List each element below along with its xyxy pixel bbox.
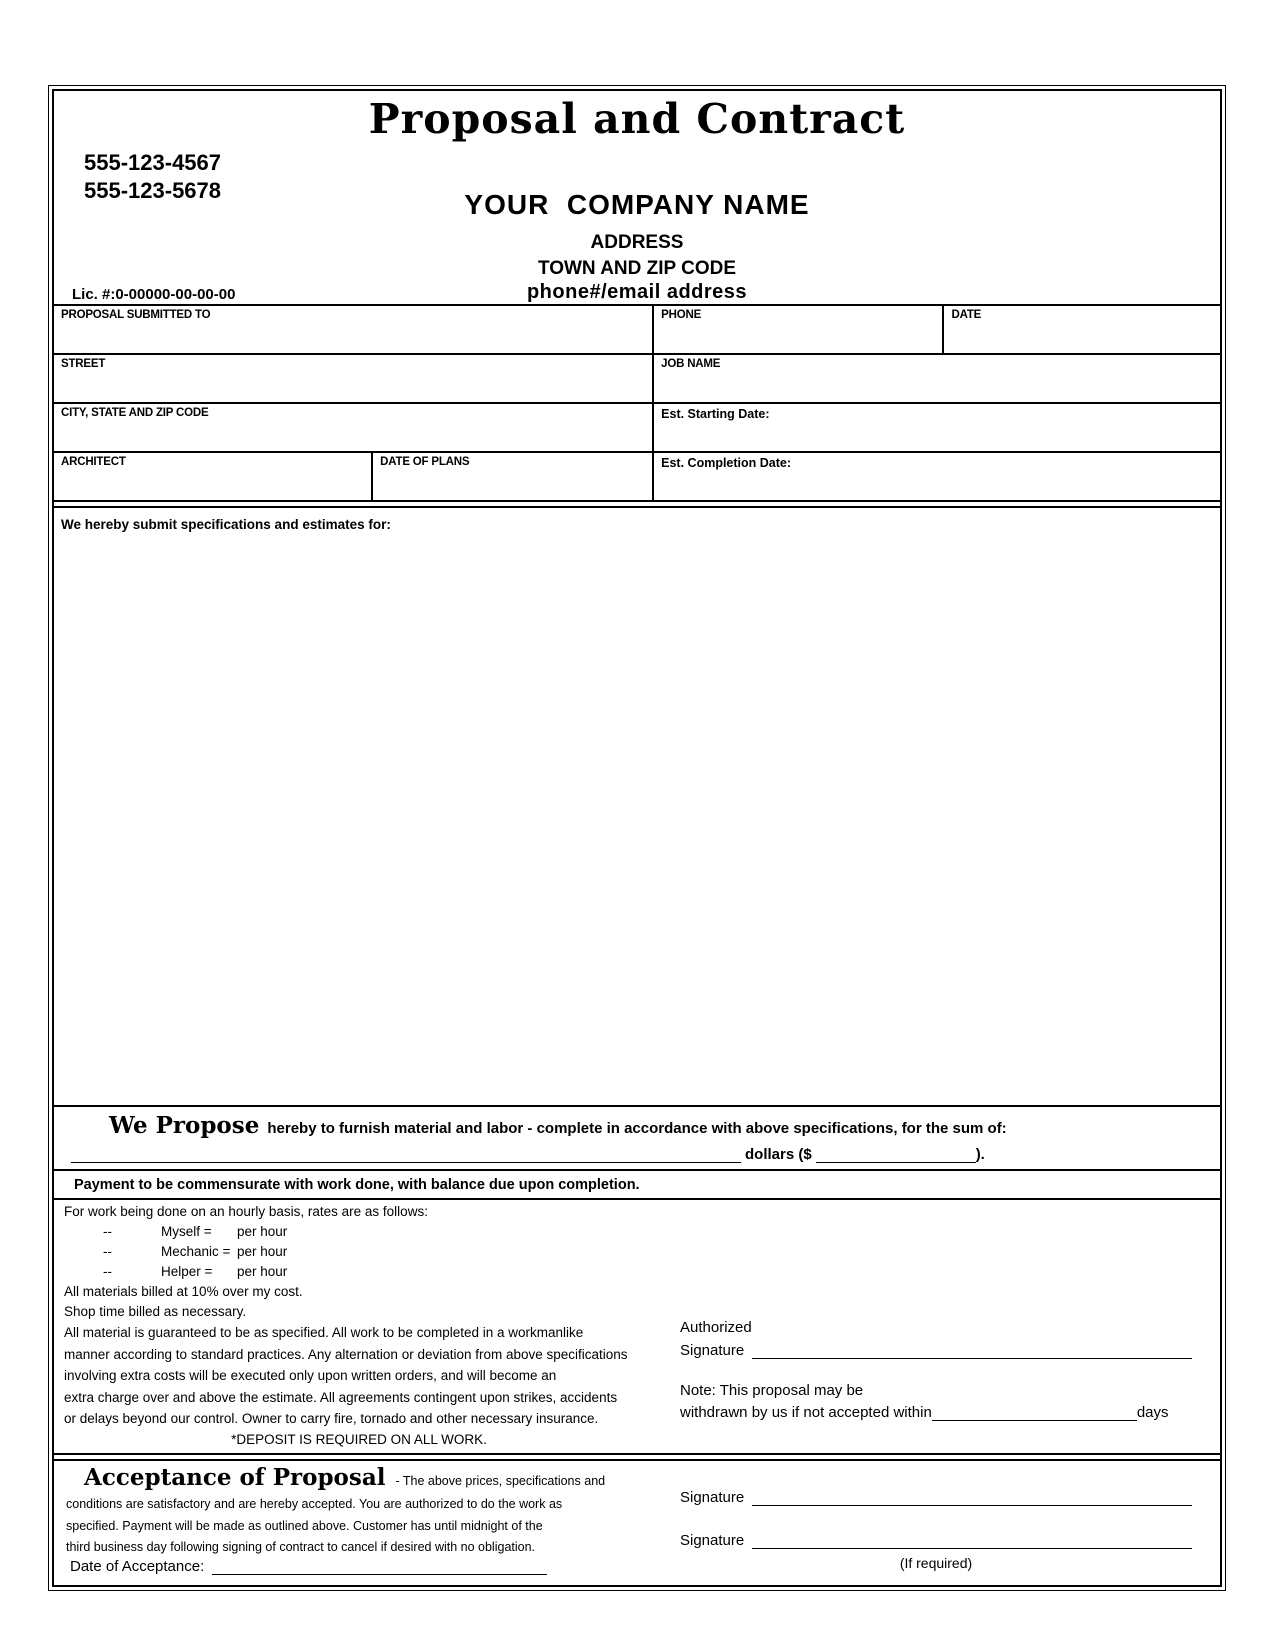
document-header [54, 91, 1220, 304]
acceptance-signature-row-1 [680, 1489, 1192, 1506]
withdrawal-note-text: withdrawn by us if not accepted within [680, 1404, 932, 1421]
rate-label: Helper = [161, 1264, 213, 1279]
table-row [54, 306, 1220, 355]
guarantee-line: extra charge over and above the estimate. All agreements contingent upon strikes, accidents [64, 1389, 618, 1405]
guarantee-line: involving extra costs will be executed only upon written orders, and will become an [64, 1368, 557, 1383]
rate-dash: -- [103, 1224, 112, 1239]
acceptance-body-line: conditions are satisfactory and are hereby accepted. You are authorized to do the work as [66, 1497, 563, 1511]
date-field[interactable]: DATE [942, 306, 1220, 353]
company-name: YOUR COMPANY NAME [464, 189, 810, 220]
city-state-zip-field[interactable]: CITY, STATE AND ZIP CODE [61, 407, 209, 419]
acceptance-body-line: specified. Payment will be made as outlined above. Customer has until midnight of the [66, 1518, 543, 1533]
acceptance-section [54, 1459, 1220, 1585]
we-propose-section [54, 1107, 1220, 1171]
acceptance-heading-rest: - The above prices, specifications and [395, 1474, 606, 1488]
rate-dash: -- [103, 1264, 112, 1279]
we-propose-heading: We Propose [109, 1112, 260, 1139]
if-required-note: (If required) [899, 1555, 973, 1571]
materials-note: All materials billed at 10% over my cost. [64, 1284, 303, 1299]
rate-unit: per hour [237, 1224, 288, 1239]
deposit-required-note: *DEPOSIT IS REQUIRED ON ALL WORK. [231, 1431, 487, 1447]
acceptance-body-line: third business day following signing of contract to cancel if desired with no obligation. [66, 1540, 536, 1554]
we-propose-text: hereby to furnish material and labor - complete in accordance with above specifications, for the sum of: [267, 1120, 1007, 1137]
architect-field[interactable]: ARCHITECT [61, 456, 126, 468]
acceptance-heading-line [84, 1464, 605, 1491]
rate-dash: -- [103, 1244, 112, 1259]
job-info-table [54, 304, 1220, 502]
sum-amount-blank[interactable] [816, 1145, 976, 1163]
withdrawal-days-blank[interactable] [932, 1404, 1137, 1421]
est-starting-date-field[interactable]: Est. Starting Date: [652, 404, 1220, 451]
street-field[interactable]: STREET [61, 358, 106, 370]
dollars-close-paren: ). [975, 1146, 985, 1163]
date-of-plans-field[interactable]: DATE OF PLANS [371, 453, 652, 500]
table-row [54, 355, 1220, 404]
rate-label: Mechanic = [161, 1244, 231, 1259]
rate-unit: per hour [237, 1264, 288, 1279]
company-address: ADDRESS [590, 232, 684, 253]
phone-field[interactable]: PHONE [652, 306, 942, 353]
guarantee-line: manner according to standard practices. Any alternation or deviation from above specifications [64, 1346, 628, 1362]
guarantee-line: or delays beyond our control. Owner to carry fire, tornado and other necessary insurance. [64, 1411, 599, 1426]
withdrawal-note-line2 [680, 1404, 1208, 1421]
proposal-contract-document [48, 85, 1226, 1591]
signature-label: Signature [680, 1489, 745, 1506]
acceptance-signature-row-2 [680, 1532, 1192, 1549]
acceptance-body [66, 1494, 641, 1559]
signature-label: Signature [680, 1532, 745, 1549]
acceptance-heading: Acceptance of Proposal [84, 1464, 386, 1491]
authorized-label: Authorized [680, 1319, 752, 1336]
job-name-field[interactable]: JOB NAME [652, 355, 1220, 402]
withdrawal-note-line1: Note: This proposal may be [680, 1382, 864, 1399]
rate-unit: per hour [237, 1244, 288, 1259]
terms-left-column [54, 1200, 646, 1449]
terms-section [54, 1200, 1220, 1455]
payment-terms-line: Payment to be commensurate with work done, with balance due upon completion. [54, 1171, 1220, 1200]
date-of-acceptance-row [70, 1558, 570, 1575]
est-completion-date-field[interactable]: Est. Completion Date: [652, 453, 1220, 500]
sum-line [71, 1141, 1220, 1163]
table-row [54, 453, 1220, 502]
authorized-signature-row [680, 1342, 1192, 1359]
date-of-acceptance-label: Date of Acceptance: [70, 1558, 205, 1575]
table-row [54, 404, 1220, 453]
specifications-box[interactable] [54, 506, 1220, 1107]
guarantee-line: All material is guaranteed to be as specified. All work to be completed in a workmanlike [64, 1325, 584, 1340]
document-title: Proposal and Contract [368, 95, 906, 143]
rate-row-helper [54, 1262, 646, 1282]
proposal-submitted-to-field[interactable]: PROPOSAL SUBMITTED TO [61, 309, 211, 321]
phone-number-1: 555-123-4567 [84, 150, 222, 175]
signature-label: Signature [680, 1342, 745, 1359]
specifications-heading: We hereby submit specifications and estimates for: [61, 517, 391, 532]
dollars-label: dollars ($ [745, 1146, 812, 1163]
days-label: days [1136, 1404, 1169, 1421]
company-town-zip: TOWN AND ZIP CODE [537, 258, 737, 279]
authorized-signature-blank[interactable] [752, 1342, 1192, 1359]
phone-number-2: 555-123-5678 [84, 178, 222, 203]
rate-row-myself [54, 1222, 646, 1242]
sum-words-blank[interactable] [71, 1145, 741, 1163]
document-frame [52, 89, 1222, 1587]
shop-time-note: Shop time billed as necessary. [64, 1304, 247, 1319]
rate-label: Myself = [161, 1224, 212, 1239]
date-of-acceptance-blank[interactable] [212, 1558, 547, 1575]
we-propose-heading-line [109, 1112, 1007, 1139]
acceptance-signature-blank-2[interactable] [752, 1532, 1192, 1549]
rate-row-mechanic [54, 1242, 646, 1262]
company-phone-email: phone#/email address [526, 281, 748, 303]
acceptance-signature-blank-1[interactable] [752, 1489, 1192, 1506]
license-number: Lic. #:0-00000-00-00-00 [72, 286, 236, 303]
hourly-rates-intro: For work being done on an hourly basis, rates are as follows: [64, 1204, 428, 1219]
